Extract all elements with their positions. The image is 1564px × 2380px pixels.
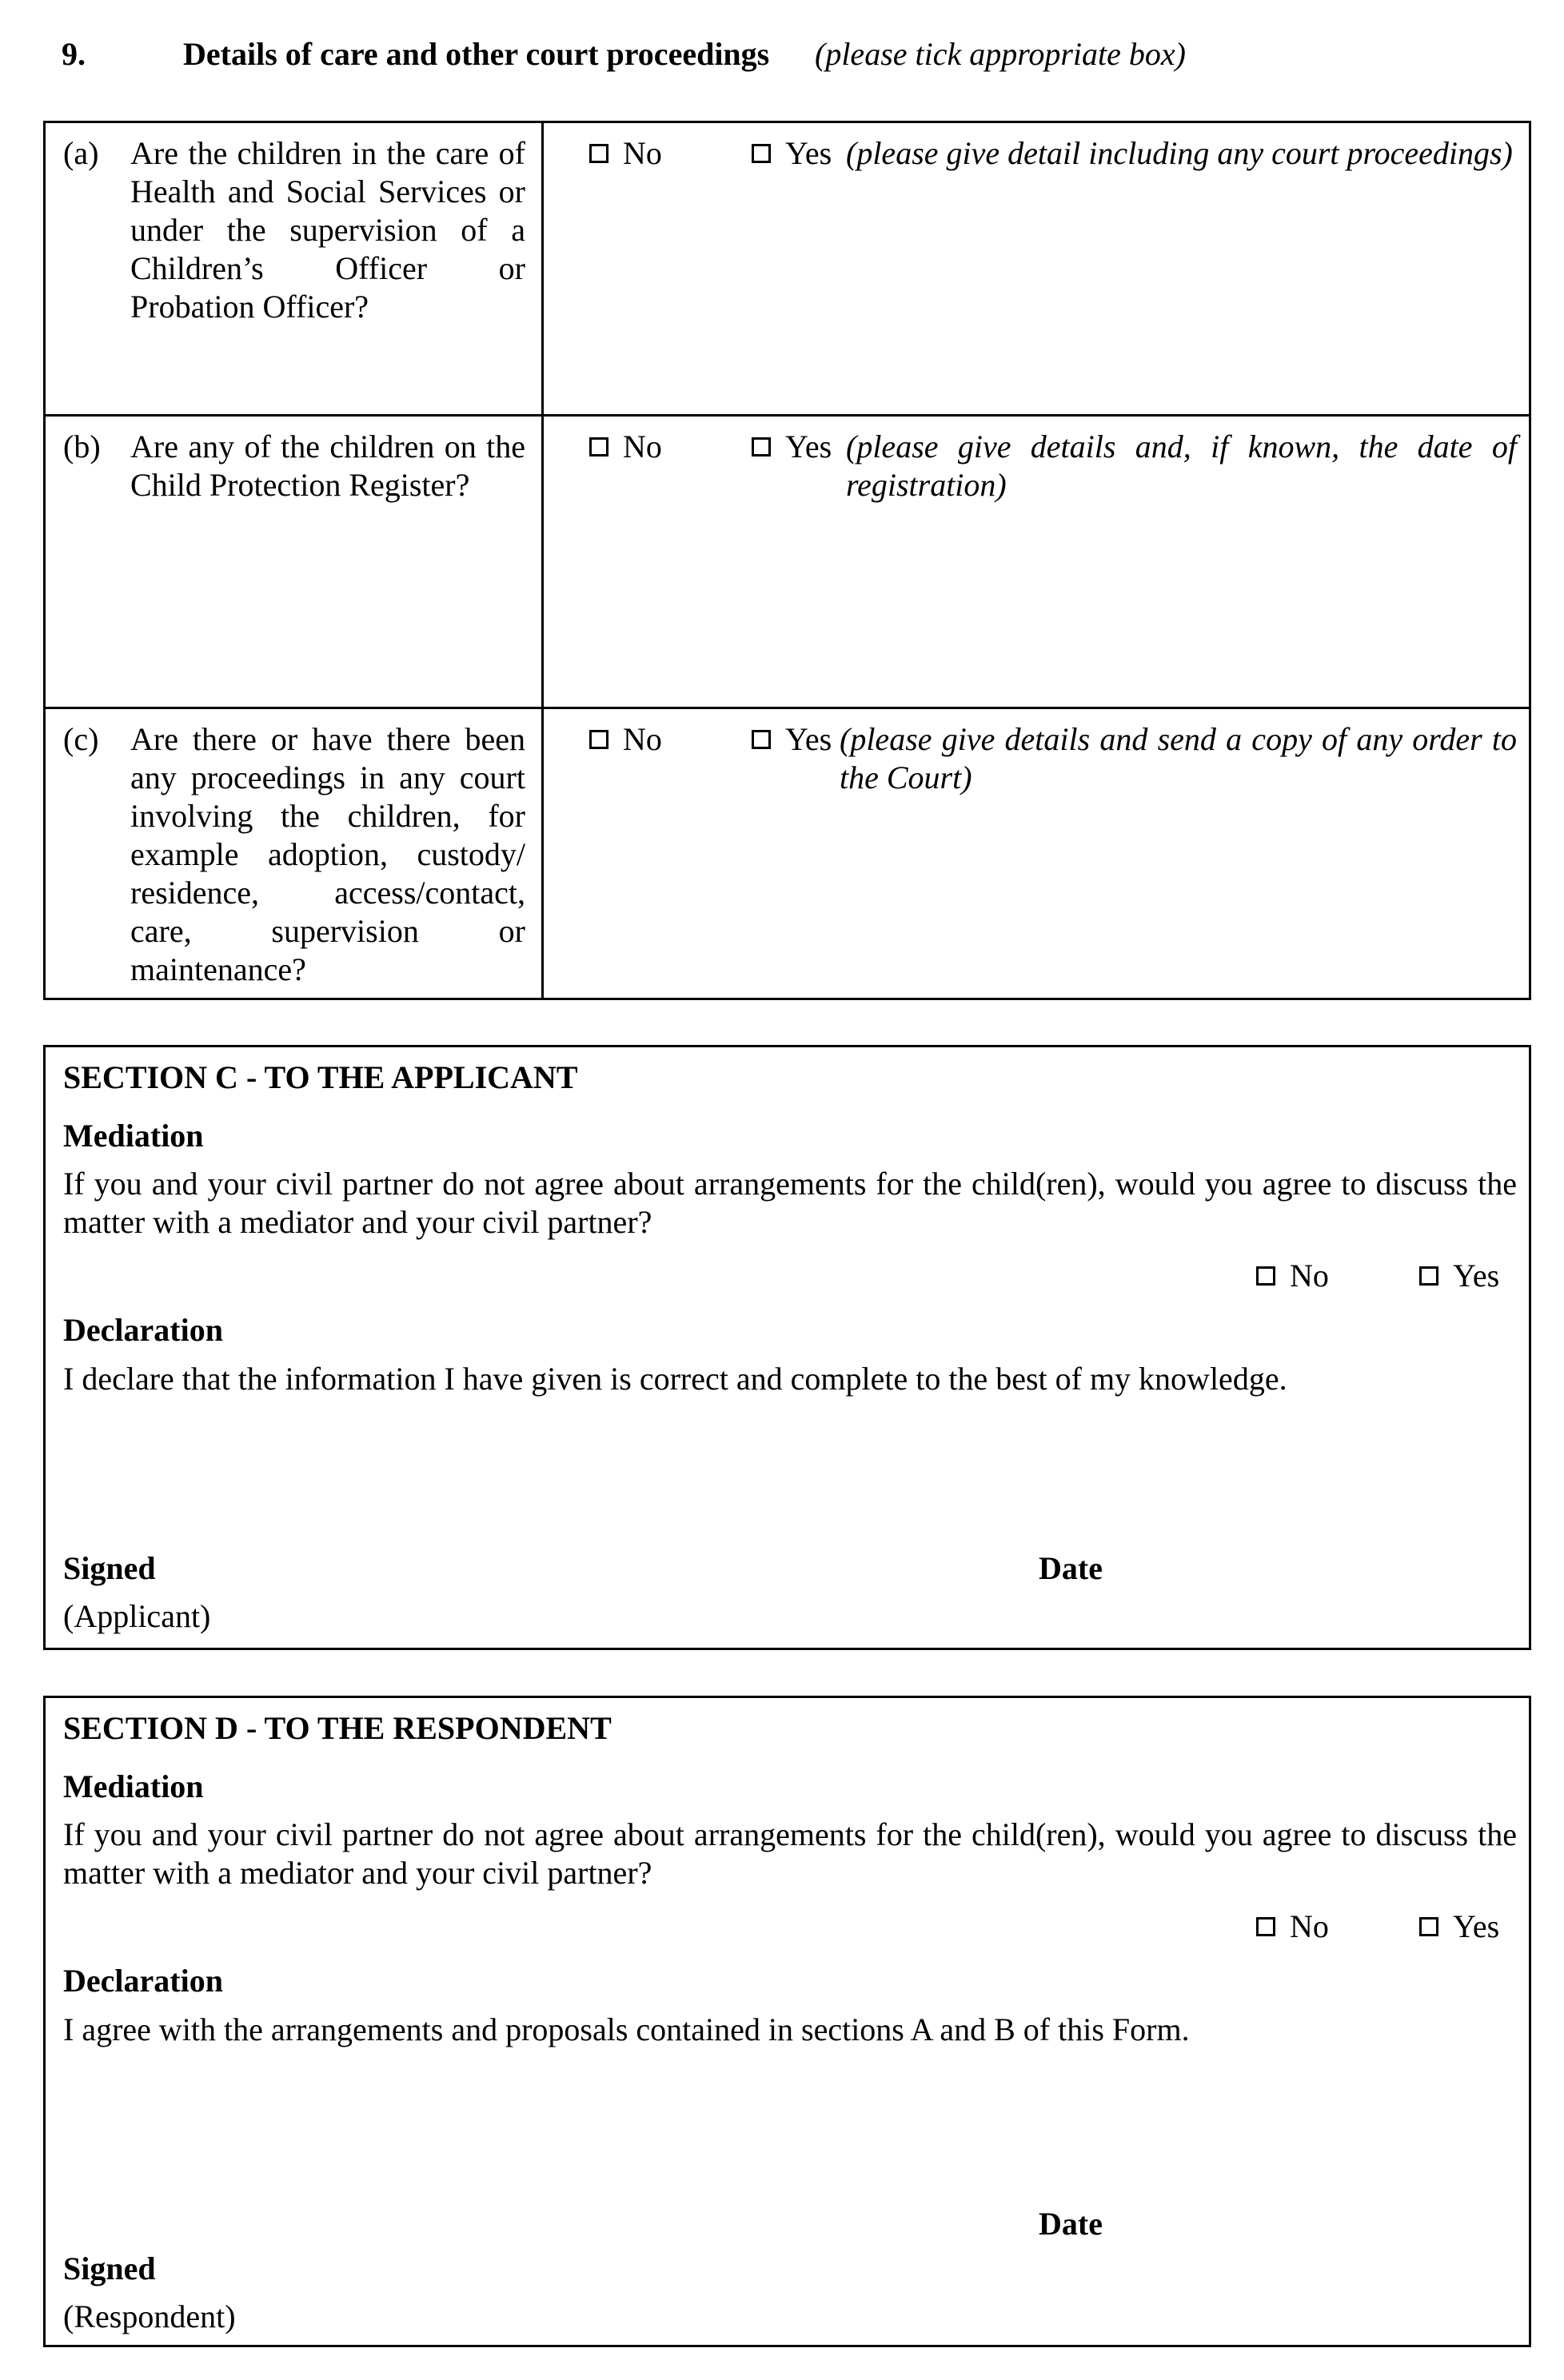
section-c-title: SECTION C - TO THE APPLICANT	[63, 1059, 578, 1095]
mediation-heading: Mediation	[63, 1768, 204, 1804]
question-row-a	[46, 123, 1529, 414]
option-yes-label: Yes	[785, 135, 832, 171]
question-row-b	[46, 414, 1529, 709]
section-hint: (please tick appropriate box)	[815, 36, 1186, 72]
checkbox-no[interactable]	[589, 730, 608, 749]
option-no-label: No	[623, 429, 662, 464]
checkbox-yes[interactable]	[752, 730, 771, 749]
yes-hint: (please give details and, if known, the date of registration)	[846, 429, 1517, 503]
question-text: Are the children in the care of Health and Social Services or under the supervision of a Children’s Officer or Probation Officer?	[130, 135, 525, 325]
mediation-option-no	[1256, 1908, 1329, 1946]
option-yes-label: Yes	[785, 721, 832, 757]
declaration-text: I declare that the information I have given is correct and complete to the best of my knowledge.	[63, 1361, 1287, 1397]
checkbox-yes[interactable]	[752, 144, 771, 163]
question-text: Are any of the children on the Child Protection Register?	[130, 429, 525, 503]
yes-hint: (please give details and send a copy of any order to the Court)	[840, 721, 1517, 795]
question-text: Are there or have there been any proceedings in any court involving the children, for example adoption, custody/ residence, access/contact, care, supervision or maintenance?	[130, 721, 525, 987]
checkbox-yes[interactable]	[1419, 1917, 1438, 1936]
option-yes-label: Yes	[1453, 1258, 1500, 1294]
mediation-option-no	[1256, 1257, 1329, 1295]
checkbox-no[interactable]	[1256, 1266, 1275, 1286]
option-no-label: No	[1290, 1258, 1329, 1294]
option-yes-label: Yes	[1453, 1908, 1500, 1944]
option-no	[589, 428, 662, 466]
signer-role: (Applicant)	[63, 1598, 211, 1634]
question-letter: (c)	[63, 721, 99, 757]
date-label: Date	[1039, 2206, 1103, 2242]
declaration-text: I agree with the arrangements and proposals contained in sections A and B of this Form.	[63, 2011, 1190, 2047]
mediation-question: If you and your civil partner do not agree about arrangements for the child(ren), would you agree to discuss the matter with a mediator and your civil partner?	[63, 1166, 1517, 1240]
section-d-respondent	[43, 1696, 1531, 2347]
declaration-heading: Declaration	[63, 1312, 223, 1348]
mediation-option-yes	[1419, 1257, 1499, 1295]
section-d-title: SECTION D - TO THE RESPONDENT	[63, 1710, 612, 1746]
yes-hint: (please give detail including any court proceedings)	[846, 135, 1513, 171]
checkbox-yes[interactable]	[752, 437, 771, 456]
question-row-c	[46, 707, 1529, 1000]
section-c-applicant	[43, 1045, 1531, 1650]
option-yes-label: Yes	[785, 429, 832, 464]
care-proceedings-table	[43, 121, 1531, 1000]
mediation-heading: Mediation	[63, 1118, 204, 1154]
section-number: 9.	[62, 36, 86, 72]
mediation-option-yes	[1419, 1908, 1499, 1946]
option-no-label: No	[623, 721, 662, 757]
question-letter: (a)	[63, 135, 99, 171]
checkbox-no[interactable]	[589, 144, 608, 163]
mediation-question: If you and your civil partner do not agree about arrangements for the child(ren), would you agree to discuss the matter with a mediator and your civil partner?	[63, 1816, 1517, 1891]
question-letter: (b)	[63, 429, 101, 464]
checkbox-no[interactable]	[589, 437, 608, 456]
signed-label: Signed	[63, 1550, 156, 1586]
section-title: Details of care and other court proceedings	[183, 36, 770, 72]
checkbox-no[interactable]	[1256, 1917, 1275, 1936]
declaration-heading: Declaration	[63, 1963, 223, 1999]
option-yes	[752, 428, 832, 466]
option-no	[589, 134, 662, 173]
option-no-label: No	[1290, 1908, 1329, 1944]
signer-role: (Respondent)	[63, 2298, 236, 2334]
checkbox-yes[interactable]	[1419, 1266, 1438, 1286]
option-no	[589, 720, 662, 759]
option-yes	[752, 720, 832, 759]
date-label: Date	[1039, 1550, 1103, 1586]
signed-label: Signed	[63, 2250, 156, 2286]
option-no-label: No	[623, 135, 662, 171]
option-yes	[752, 134, 832, 173]
